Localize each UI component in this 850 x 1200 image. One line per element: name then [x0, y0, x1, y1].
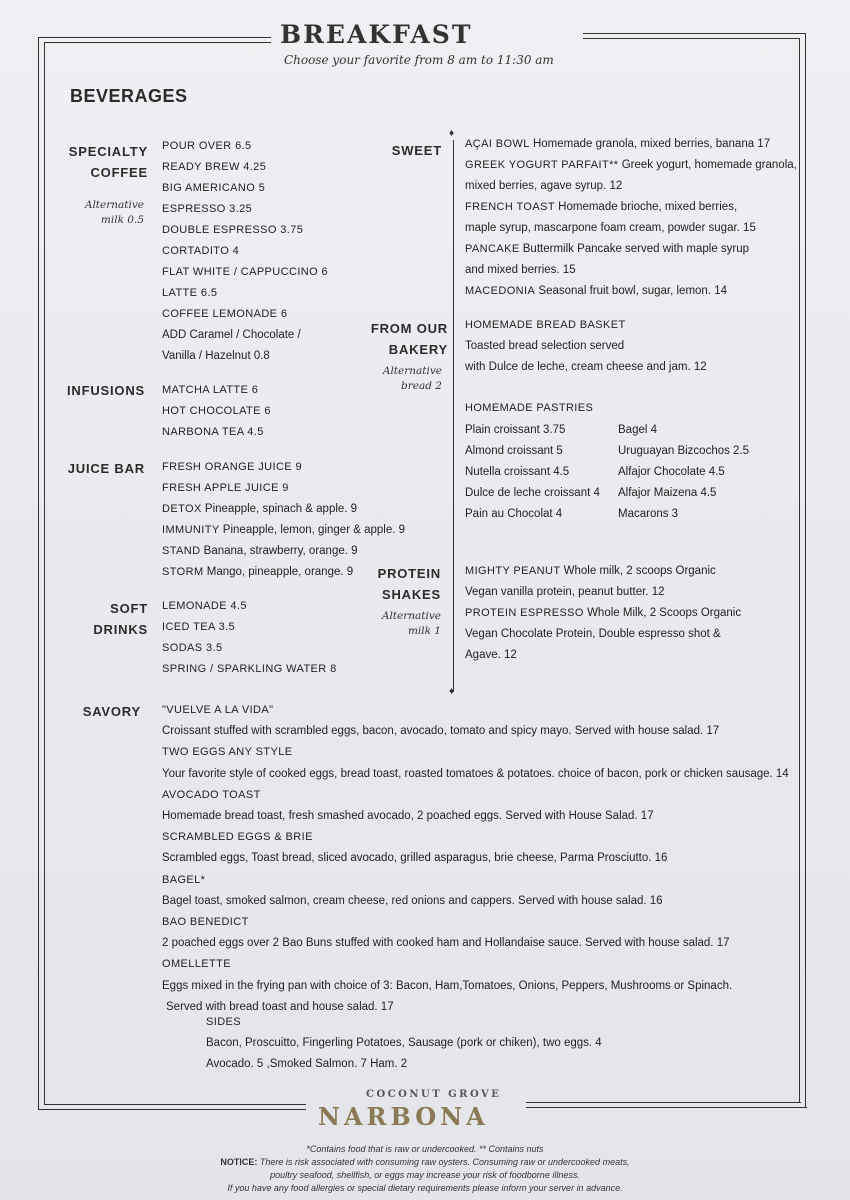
page-subtitle: Choose your favorite from 8 am to 11:30 am	[284, 53, 554, 67]
item-desc: with Dulce de leche, cream cheese and jam. 12	[465, 361, 707, 373]
list-item: FRESH APPLE JUICE 9	[162, 482, 289, 494]
frame-right-rule-inner	[799, 38, 800, 1102]
footer-contains: *Contains food that is raw or undercooked. ** Contains nuts	[306, 1144, 544, 1154]
sweet-category: SWEET	[391, 143, 442, 158]
pastries-heading: HOMEMADE PASTRIES	[465, 402, 594, 414]
item-desc: Your favorite style of cooked eggs, bread toast, roasted tomatoes & potatoes. choice of bacon, pork or chicken sausage. 14	[162, 767, 789, 780]
list-item: Vanilla / Hazelnut 0.8	[162, 350, 270, 362]
list-item: PANCAKE Buttermilk Pancake served with maple syrup	[465, 243, 750, 255]
list-item: Vegan Chocolate Protein, Double espresso shot &	[465, 628, 721, 640]
list-item: MACEDONIA Seasonal fruit bowl, sugar, lemon. 14	[465, 285, 728, 297]
pastries-right-list	[618, 420, 749, 525]
list-item: AÇAI BOWL Homemade granola, mixed berries, banana 17	[465, 138, 771, 150]
frame-bottom-right-rule-inner	[526, 1102, 801, 1103]
item-desc: Croissant stuffed with scrambled eggs, bacon, avocado, tomato and spicy mayo. Served with house salad. 17	[162, 725, 720, 738]
list-item: maple syrup, mascarpone foam cream, powder sugar. 15	[465, 222, 756, 234]
list-item: Alfajor Chocolate 4.5	[618, 466, 725, 478]
page-title: BREAKFAST	[280, 20, 473, 49]
list-item: Pain au Chocolat 4	[465, 508, 563, 520]
list-item: LATTE 6.5	[162, 287, 218, 299]
item-name: TWO EGGS ANY STYLE	[162, 746, 293, 759]
item-desc: Avocado. 5 ,Smoked Salmon. 7 Ham. 2	[206, 1058, 408, 1071]
list-item: HOT CHOCOLATE 6	[162, 405, 271, 417]
list-item: MATCHA LATTE 6	[162, 384, 259, 396]
item-name: SCRAMBLED EGGS & BRIE	[162, 831, 313, 844]
list-item: ADD Caramel / Chocolate /	[162, 329, 301, 341]
frame-top-right-rule-inner	[583, 38, 799, 39]
frame-bottom-left-rule	[38, 1109, 306, 1110]
list-item: SODAS 3.5	[162, 642, 223, 654]
list-item: Dulce de leche croissant 4	[465, 487, 600, 499]
list-item: FRENCH TOAST Homemade brioche, mixed berries,	[465, 201, 738, 213]
footer-notice-3: If you have any food allergies or special dietary requirements please inform your server in advance.	[227, 1183, 623, 1193]
alt-milk-note: Alternative milk 0.5	[84, 199, 144, 226]
list-item: Agave. 12	[465, 649, 517, 661]
item-name: BAGEL*	[162, 873, 206, 886]
sides-block	[206, 1012, 602, 1076]
frame-top-right-rule	[583, 33, 805, 34]
alt-bread-note: Alternative bread 2	[382, 365, 442, 392]
sides-heading: SIDES	[206, 1016, 242, 1028]
column-divider	[453, 140, 454, 692]
item-name: BAO BENEDICT	[162, 916, 249, 929]
list-item: POUR OVER 6.5	[162, 140, 252, 152]
list-item: Almond croissant 5	[465, 445, 563, 457]
item-desc: Eggs mixed in the frying pan with choice of 3: Bacon, Ham,Tomatoes, Onions, Peppers, Mushrooms or Spinach.	[162, 979, 733, 992]
item-desc: Scrambled eggs, Toast bread, sliced avocado, grilled asparagus, brie cheese, Parma Prosciutto. 16	[162, 852, 668, 865]
frame-right-rule	[805, 33, 806, 1107]
list-item: MIGHTY PEANUT Whole milk, 2 scoops Organic	[465, 565, 716, 577]
item-desc: 2 poached eggs over 2 Bao Buns stuffed with cooked ham and Hollandaise sauce. Served with house salad. 17	[162, 937, 730, 950]
item-name: AVOCADO TOAST	[162, 788, 261, 801]
footer-notice: NOTICE: There is risk associated with consuming raw oysters. Consuming raw or undercooked meats,	[220, 1157, 630, 1167]
list-item: Nutella croissant 4.5	[465, 466, 570, 478]
item-name: OMELLETTE	[162, 958, 232, 971]
list-item: GREEK YOGURT PARFAIT** Greek yogurt, homemade granola,	[465, 159, 797, 171]
list-item: STAND Banana, strawberry, orange. 9	[162, 545, 358, 557]
list-item: DETOX Pineapple, spinach & apple. 9	[162, 503, 358, 515]
list-item: mixed berries, agave syrup. 12	[465, 180, 623, 192]
list-item: STORM Mango, pineapple, orange. 9	[162, 566, 354, 578]
savory-list	[162, 700, 789, 1018]
item-desc: Homemade bread toast, fresh smashed avocado, 2 poached eggs. Served with House Salad. 17	[162, 810, 654, 823]
list-item: Plain croissant 3.75	[465, 424, 566, 436]
savory-category: SAVORY	[82, 704, 141, 719]
divider-top-ornament: ♦	[449, 128, 455, 139]
list-item: Macarons 3	[618, 508, 679, 520]
list-item: FLAT WHITE / CAPPUCCINO 6	[162, 266, 329, 278]
protein-shakes-category: PROTEIN SHAKES	[377, 566, 441, 602]
infusions-category: INFUSIONS	[67, 383, 145, 398]
list-item: NARBONA TEA 4.5	[162, 426, 264, 438]
list-item: BIG AMERICANO 5	[162, 182, 266, 194]
footer-notice-2: poultry seafood, shellfish, or eggs may increase your risk of foodborne illness.	[270, 1170, 580, 1180]
protein-list	[465, 561, 741, 666]
list-item: FRESH ORANGE JUICE 9	[162, 461, 303, 473]
item-name: HOMEMADE BREAD BASKET	[465, 319, 626, 331]
list-item: SPRING / SPARKLING WATER 8	[162, 663, 337, 675]
infusions-list	[162, 380, 271, 443]
pastries-left-list	[465, 420, 600, 525]
list-item: READY BREW 4.25	[162, 161, 267, 173]
brand-location: COCONUT GROVE	[366, 1089, 502, 1100]
frame-bottom-left-rule-inner	[44, 1104, 306, 1105]
alt-milk-note-protein: Alternative milk 1	[381, 610, 441, 637]
beverages-heading: BEVERAGES	[70, 86, 188, 106]
list-item: PROTEIN ESPRESSO Whole Milk, 2 Scoops Organic	[465, 607, 742, 619]
juice-bar-category: JUICE BAR	[67, 461, 145, 476]
frame-bottom-right-rule	[526, 1107, 807, 1108]
item-desc: Bagel toast, smoked salmon, cream cheese, red onions and cappers. Served with house salad. 16	[162, 894, 663, 907]
list-item: Uruguayan Bizcochos 2.5	[618, 445, 750, 457]
list-item: IMMUNITY Pineapple, lemon, ginger & apple. 9	[162, 524, 406, 536]
list-item: CORTADITO 4	[162, 245, 240, 257]
list-item: Bagel 4	[618, 424, 658, 436]
frame-top-left-rule-inner	[44, 42, 271, 43]
item-name: "VUELVE A LA VIDA"	[162, 704, 274, 716]
divider-bottom-ornament: ♦	[449, 686, 455, 697]
brand-logo: NARBONA	[318, 1102, 489, 1131]
list-item: and mixed berries. 15	[465, 264, 576, 276]
item-desc: Bacon, Proscuitto, Fingerling Potatoes, Sausage (pork or chiken), two eggs. 4	[206, 1037, 602, 1050]
frame-top-left-rule	[38, 37, 271, 38]
list-item: LEMONADE 4.5	[162, 600, 247, 612]
soft-drinks-list	[162, 596, 337, 680]
list-item: DOUBLE ESPRESSO 3.75	[162, 224, 304, 236]
bread-basket	[465, 315, 707, 378]
list-item: COFFEE LEMONADE 6	[162, 308, 288, 320]
sweet-list	[465, 134, 797, 302]
specialty-coffee-category: SPECIALTY COFFEE	[68, 144, 148, 180]
item-desc: Toasted bread selection served	[465, 340, 625, 352]
soft-drinks-category: SOFT DRINKS	[93, 601, 148, 637]
item-desc: Served with bread toast and house salad. 17	[166, 1000, 394, 1013]
list-item: Alfajor Maizena 4.5	[618, 487, 717, 499]
list-item: ICED TEA 3.5	[162, 621, 236, 633]
bakery-category: FROM OUR BAKERY	[370, 321, 448, 357]
specialty-coffee-list	[162, 136, 328, 367]
list-item: ESPRESSO 3.25	[162, 203, 253, 215]
list-item: Vegan vanilla protein, peanut butter. 12	[465, 586, 665, 598]
